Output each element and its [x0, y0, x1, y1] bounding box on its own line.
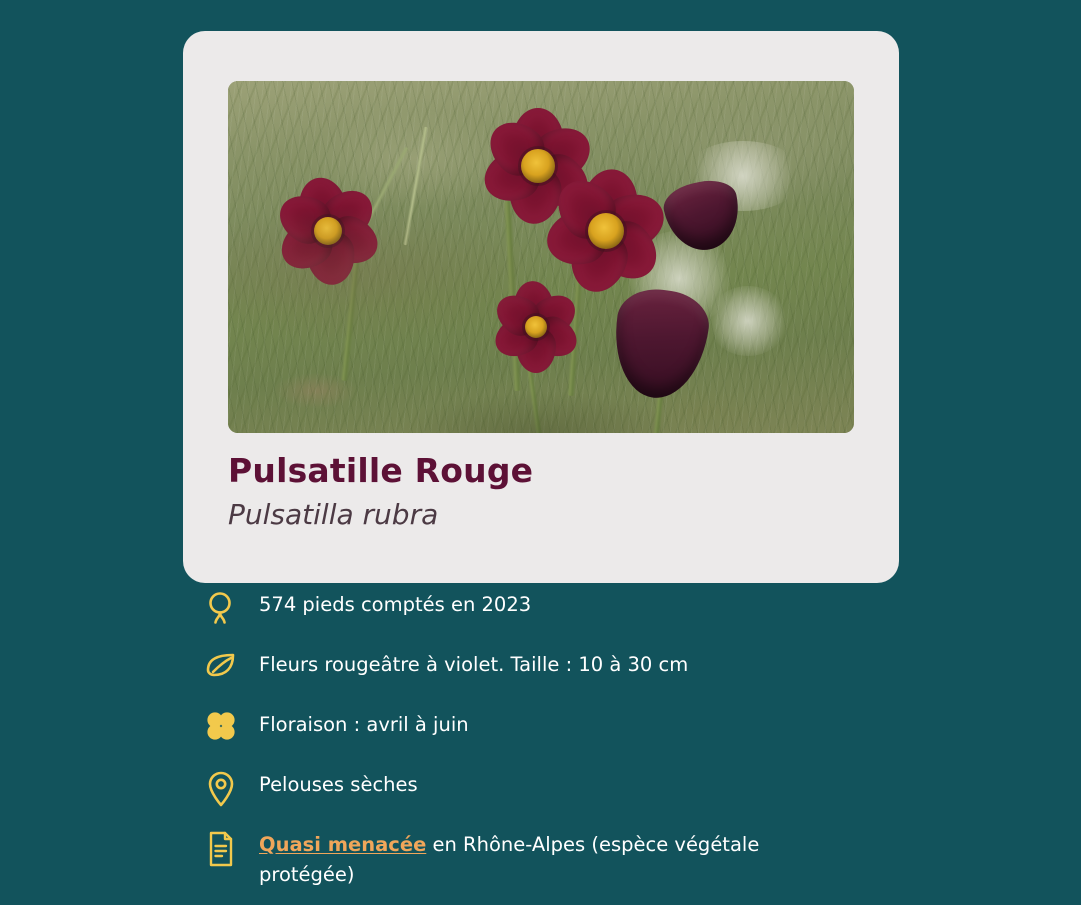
page-title: Pulsatille Rouge [228, 451, 534, 490]
stem [652, 326, 671, 433]
flower-open [486, 281, 586, 373]
latin-name: Pulsatilla rubra [228, 498, 439, 531]
species-card [183, 31, 899, 583]
stem [567, 221, 587, 396]
flower-bud [658, 176, 748, 256]
fact-description [183, 646, 923, 706]
map-pin-icon [183, 766, 259, 808]
stem [340, 231, 364, 381]
flower-open [538, 169, 674, 293]
leaf-icon [183, 646, 259, 682]
stem [520, 326, 542, 433]
magnifier-icon [183, 586, 259, 628]
seedhead-fuzz [624, 231, 734, 326]
flower-open [268, 176, 388, 286]
document-icon [183, 826, 259, 868]
species-photo [228, 81, 854, 433]
fact-status-text [259, 826, 819, 890]
flower-open [473, 106, 603, 226]
flower-icon [183, 706, 259, 742]
leaf-spray [353, 146, 410, 246]
fact-count [183, 586, 923, 646]
fact-flowering [183, 706, 923, 766]
leaf-spray [403, 126, 429, 245]
fact-status-suffix: en Rhône-Alpes (espèce végétale protégée) [259, 833, 760, 887]
species-photo-image [228, 81, 854, 433]
seedhead-fuzz [708, 286, 788, 356]
fact-description-text: Fleurs rougeâtre à violet. Taille : 10 à 30 cm [259, 653, 689, 676]
fact-status [183, 826, 923, 890]
flower-bud [608, 286, 718, 401]
facts-list [183, 586, 923, 890]
fact-flowering-text: Floraison : avril à juin [259, 713, 469, 736]
seedhead-fuzz [683, 141, 803, 211]
status-badge-link[interactable]: Quasi menacée [259, 833, 427, 856]
fact-habitat [183, 766, 923, 826]
stem [503, 201, 522, 391]
fact-habitat-text: Pelouses sèches [259, 773, 418, 796]
fact-count-text: 574 pieds comptés en 2023 [259, 593, 532, 616]
